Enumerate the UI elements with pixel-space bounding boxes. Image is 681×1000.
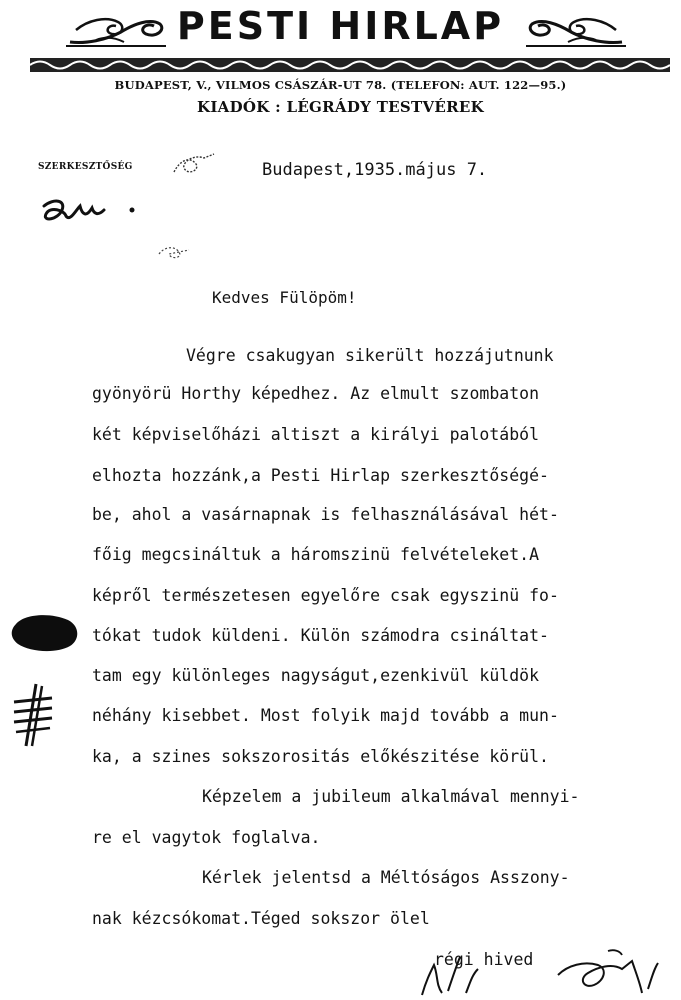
body-line: gyönyörü Horthy képedhez. Az elmult szombaton (92, 384, 540, 403)
body-line: Végre csakugyan sikerült hozzájutnunk (186, 346, 554, 365)
body-line: tam egy különleges nagyságut,ezenkivül küldök (92, 666, 540, 685)
office-label: SZERKESZTŐSÉG (38, 162, 133, 172)
margin-hatch-mark (8, 680, 58, 750)
letterhead-publishers: KIADÓK : LÉGRÁDY TESTVÉREK (196, 98, 484, 116)
body-line: be, ahol a vasárnapnak is felhasználásával hét- (92, 505, 559, 524)
body-line: tókat tudok küldeni. Külön számodra csináltat- (92, 626, 549, 645)
closing-line: régi hived (434, 950, 534, 969)
newspaper-title: PESTI HIRLAP (176, 4, 505, 48)
faint-stamp-mark (155, 240, 195, 264)
body-line: re el vagytok foglalva. (92, 828, 321, 847)
body-line: főig megcsináltuk a háromszinü felvételeket.A (92, 545, 540, 564)
handwritten-signature (408, 945, 668, 999)
body-line: Képzelem a jubileum alkalmával mennyi- (202, 787, 580, 806)
body-line: képről természetesen egyelőre csak egyszinü fo- (92, 586, 559, 605)
salutation: Kedves Fülöpöm! (212, 288, 357, 307)
body-line: Kérlek jelentsd a Méltóságos Asszony- (202, 868, 570, 887)
body-line: ka, a szines sokszorositás előkészitése körül. (92, 747, 549, 766)
body-line: elhozta hozzánk,a Pesti Hirlap szerkesztőségé- (92, 466, 549, 485)
decorative-border-band (30, 58, 670, 72)
body-line: néhány kisebbet. Most folyik majd tovább a mun- (92, 706, 559, 725)
ink-blot-mark (10, 610, 82, 656)
body-line: két képviselőházi altiszt a királyi palotából (92, 425, 540, 444)
handwritten-initials (36, 192, 146, 232)
body-line: nak kézcsókomat.Téged sokszor ölel (92, 909, 430, 928)
letter-date: Budapest,1935.május 7. (262, 160, 488, 180)
letterhead-address: BUDAPEST, V., VILMOS CSÁSZÁR-UT 78. (TELEFON: AUT. 122—95.) (114, 78, 567, 92)
stamp-scribble-mark (170, 150, 220, 180)
